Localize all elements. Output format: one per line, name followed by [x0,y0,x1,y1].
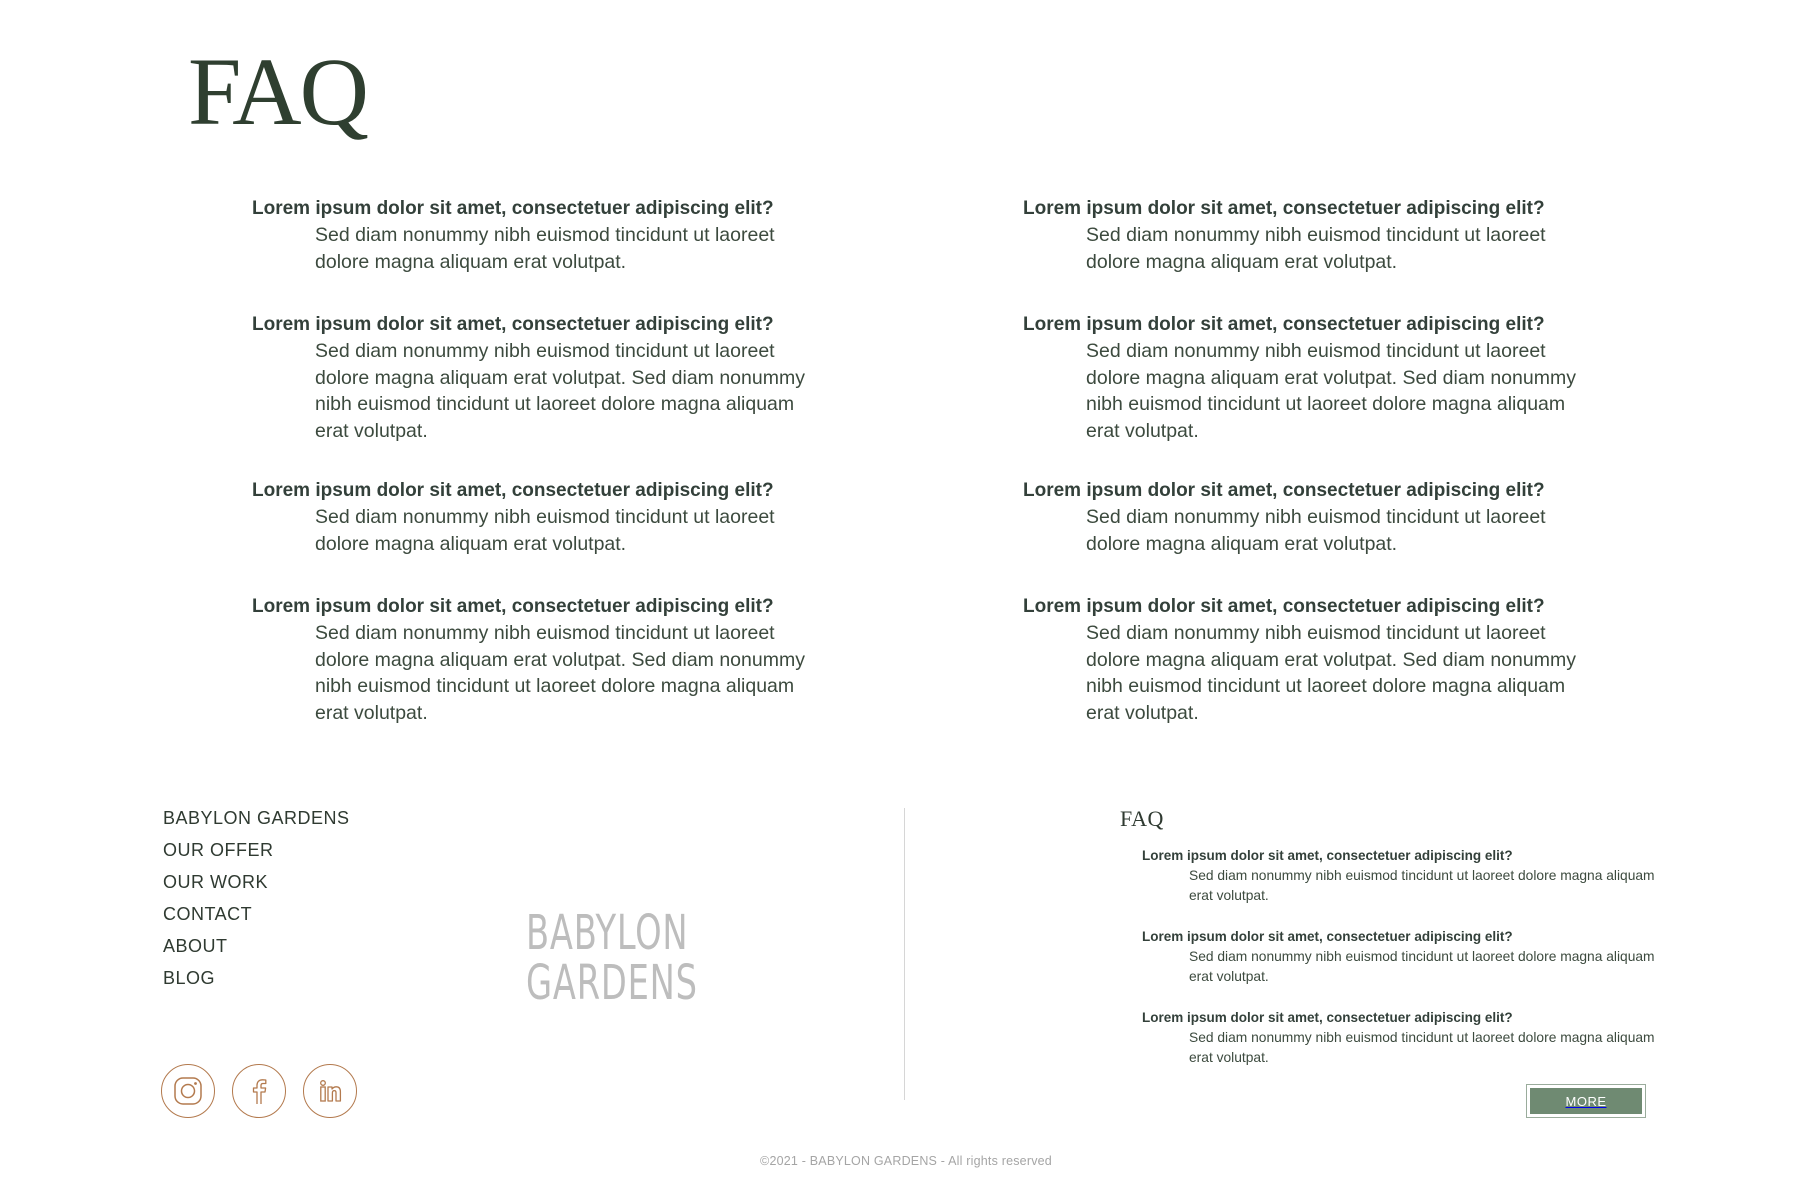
faq-item [1023,594,1643,726]
faq-answer: Sed diam nonummy nibh euismod tincidunt ut laoreet dolore magna aliquam erat volutpat. Sed diam nonummy nibh euismod tincidunt ut laoreet dolore magna aliquam erat volutpat. [315,622,805,724]
footer-link-contact[interactable]: CONTACT [163,904,253,924]
social-links [161,1064,357,1118]
faq-answer: Sed diam nonummy nibh euismod tincidunt ut laoreet dolore magna aliquam erat volutpat. [315,506,775,555]
copyright: ©2021 - BABYLON GARDENS - All rights reserved [760,1154,1052,1168]
footer-link-about[interactable]: ABOUT [163,936,228,956]
faq-question: Lorem ipsum dolor sit amet, consectetuer adipiscing elit? [1023,198,1545,219]
footer-link-our-work[interactable]: OUR WORK [163,872,268,892]
faq-question: Lorem ipsum dolor sit amet, consectetuer adipiscing elit? [1023,596,1545,617]
faq-answer: Sed diam nonummy nibh euismod tincidunt ut laoreet dolore magna aliquam erat volutpat. Sed diam nonummy nibh euismod tincidunt ut laoreet dolore magna aliquam erat volutpat. [315,340,805,442]
footer-faq-answer: Sed diam nonummy nibh euismod tincidunt ut laoreet dolore magna aliquam erat volutpat. [1189,949,1655,984]
faq-question: Lorem ipsum dolor sit amet, consectetuer adipiscing elit? [1023,480,1545,501]
footer-faq-answer: Sed diam nonummy nibh euismod tincidunt ut laoreet dolore magna aliquam erat volutpat. [1189,868,1655,903]
faq-item [252,478,872,557]
faq-question: Lorem ipsum dolor sit amet, consectetuer adipiscing elit? [1023,314,1545,335]
footer-faq [1120,806,1660,1089]
footer-link-babylon-gardens[interactable]: BABYLON GARDENS [163,808,350,828]
footer-divider [904,808,905,1100]
logo-line: BABYLON [526,905,689,961]
faq-column-right [1023,196,1643,760]
faq-question: Lorem ipsum dolor sit amet, consectetuer adipiscing elit? [252,480,774,501]
instagram-icon[interactable] [161,1064,215,1118]
faq-item [1023,478,1643,557]
footer-faq-item [1142,846,1660,906]
faq-answer: Sed diam nonummy nibh euismod tincidunt ut laoreet dolore magna aliquam erat volutpat. Sed diam nonummy nibh euismod tincidunt ut laoreet dolore magna aliquam erat volutpat. [1086,622,1576,724]
faq-answer: Sed diam nonummy nibh euismod tincidunt ut laoreet dolore magna aliquam erat volutpat. [1086,224,1546,273]
faq-item [1023,196,1643,275]
footer-faq-item [1142,927,1660,987]
footer-link-our-offer[interactable]: OUR OFFER [163,840,274,860]
footer-faq-answer: Sed diam nonummy nibh euismod tincidunt ut laoreet dolore magna aliquam erat volutpat. [1189,1030,1655,1065]
footer-nav [163,802,350,994]
linkedin-icon[interactable] [303,1064,357,1118]
faq-item [1023,312,1643,444]
footer-faq-question: Lorem ipsum dolor sit amet, consectetuer adipiscing elit? [1142,1010,1513,1025]
faq-item [252,594,872,726]
footer-faq-question: Lorem ipsum dolor sit amet, consectetuer adipiscing elit? [1142,929,1513,944]
page-title: FAQ [188,38,367,145]
faq-item [252,196,872,275]
faq-column-left [252,196,872,760]
logo-line: GARDENS [526,955,698,1011]
footer-logo [526,905,698,1011]
faq-question: Lorem ipsum dolor sit amet, consectetuer adipiscing elit? [252,596,774,617]
faq-answer: Sed diam nonummy nibh euismod tincidunt ut laoreet dolore magna aliquam erat volutpat. [1086,506,1546,555]
faq-answer: Sed diam nonummy nibh euismod tincidunt ut laoreet dolore magna aliquam erat volutpat. [315,224,775,273]
faq-question: Lorem ipsum dolor sit amet, consectetuer adipiscing elit? [252,198,774,219]
footer-faq-item [1142,1008,1660,1068]
faq-answer: Sed diam nonummy nibh euismod tincidunt ut laoreet dolore magna aliquam erat volutpat. Sed diam nonummy nibh euismod tincidunt ut laoreet dolore magna aliquam erat volutpat. [1086,340,1576,442]
faq-item [252,312,872,444]
footer-faq-question: Lorem ipsum dolor sit amet, consectetuer adipiscing elit? [1142,848,1513,863]
faq-question: Lorem ipsum dolor sit amet, consectetuer adipiscing elit? [252,314,774,335]
footer-faq-title: FAQ [1120,806,1164,831]
footer-link-blog[interactable]: BLOG [163,968,216,988]
more-button-label: MORE [1530,1088,1642,1114]
facebook-icon[interactable] [232,1064,286,1118]
more-button[interactable] [1526,1084,1646,1118]
